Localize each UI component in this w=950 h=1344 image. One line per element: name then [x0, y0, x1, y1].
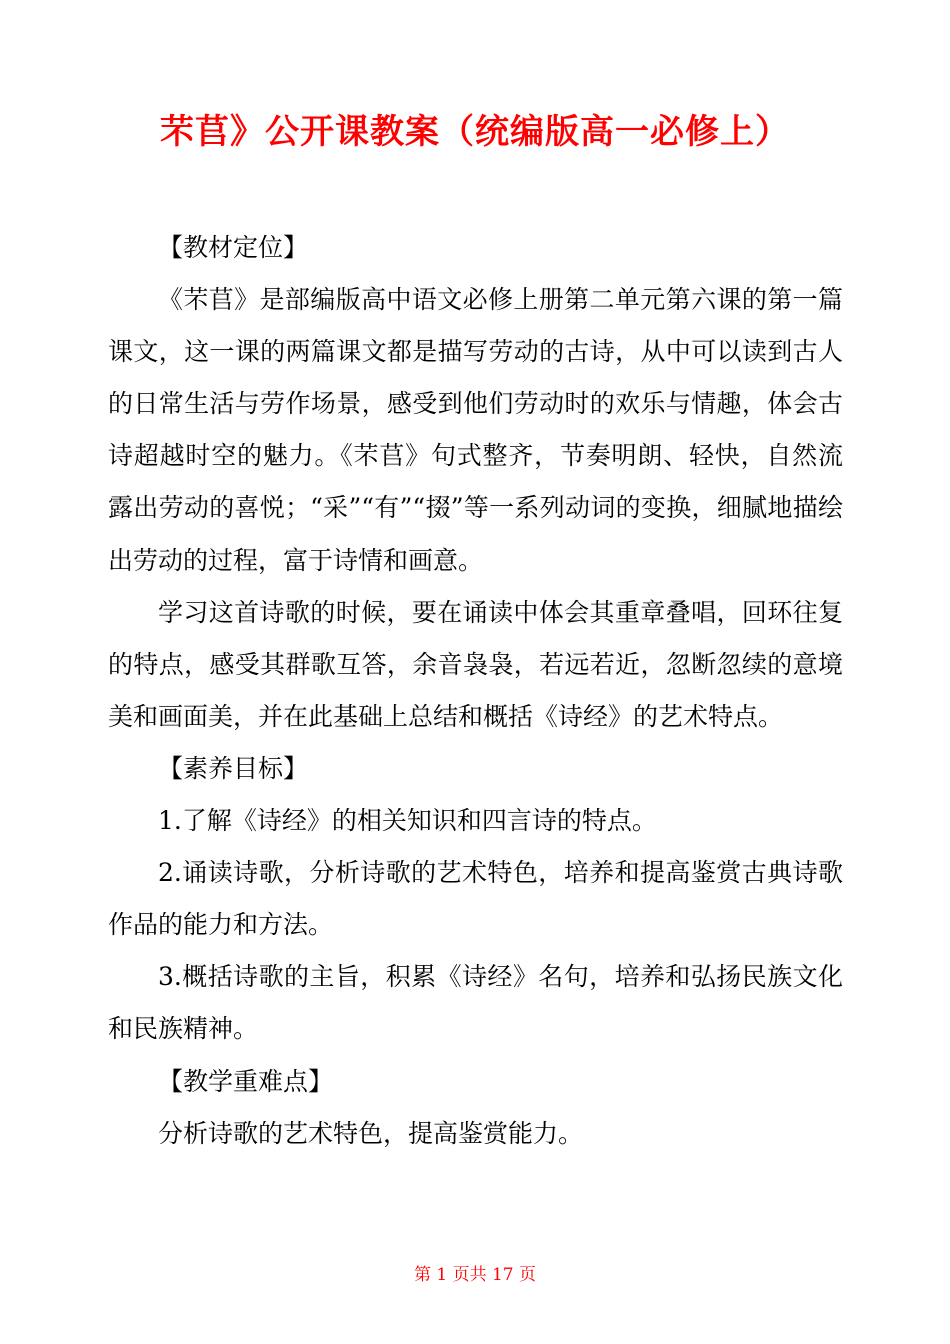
paragraph-textbook-overview: 《芣苢》是部编版高中语文必修上册第二单元第六课的第一篇课文，这一课的两篇课文都是描写劳动的古诗，从中可以读到古人的日常生活与劳作场景，感受到他们劳动时的欢乐与情趣，体会古诗超越时空的魅力。《芣苢》句式整齐，节奏明朗、轻快，自然流露出劳动的喜悦；“采”“有”“掇”等一系列动词的变换，细腻地描绘出劳动的过程，富于诗情和画意。 [108, 285, 843, 575]
section-heading-textbook-positioning: 【教材定位】 [158, 233, 309, 262]
section-heading-key-difficulties: 【教学重难点】 [158, 1066, 334, 1096]
section-heading-literacy-goals: 【素养目标】 [158, 753, 309, 783]
goal-item-1: 1.了解《诗经》的相关知识和四言诗的特点。 [158, 806, 657, 836]
paragraph-key-difficulties: 分析诗歌的艺术特色，提高鉴赏能力。 [158, 1118, 584, 1148]
document-title: 芣苢》公开课教案（统编版高一必修上） [160, 112, 790, 152]
document-body [108, 222, 843, 1160]
goal-item-2: 2.诵读诗歌，分析诗歌的艺术特色，培养和提高鉴赏古典诗歌作品的能力和方法。 [108, 858, 843, 940]
goal-item-3: 3.概括诗歌的主旨，积累《诗经》名句，培养和弘扬民族文化和民族精神。 [108, 962, 843, 1044]
page-footer: 第 1 页共 17 页 [413, 1265, 537, 1285]
paragraph-study-guidance: 学习这首诗歌的时候，要在诵读中体会其重章叠唱，回环往复的特点，感受其群歌互答，余音袅袅，若远若近，忽断忽续的意境美和画面美，并在此基础上总结和概括《诗经》的艺术特点。 [108, 597, 843, 731]
